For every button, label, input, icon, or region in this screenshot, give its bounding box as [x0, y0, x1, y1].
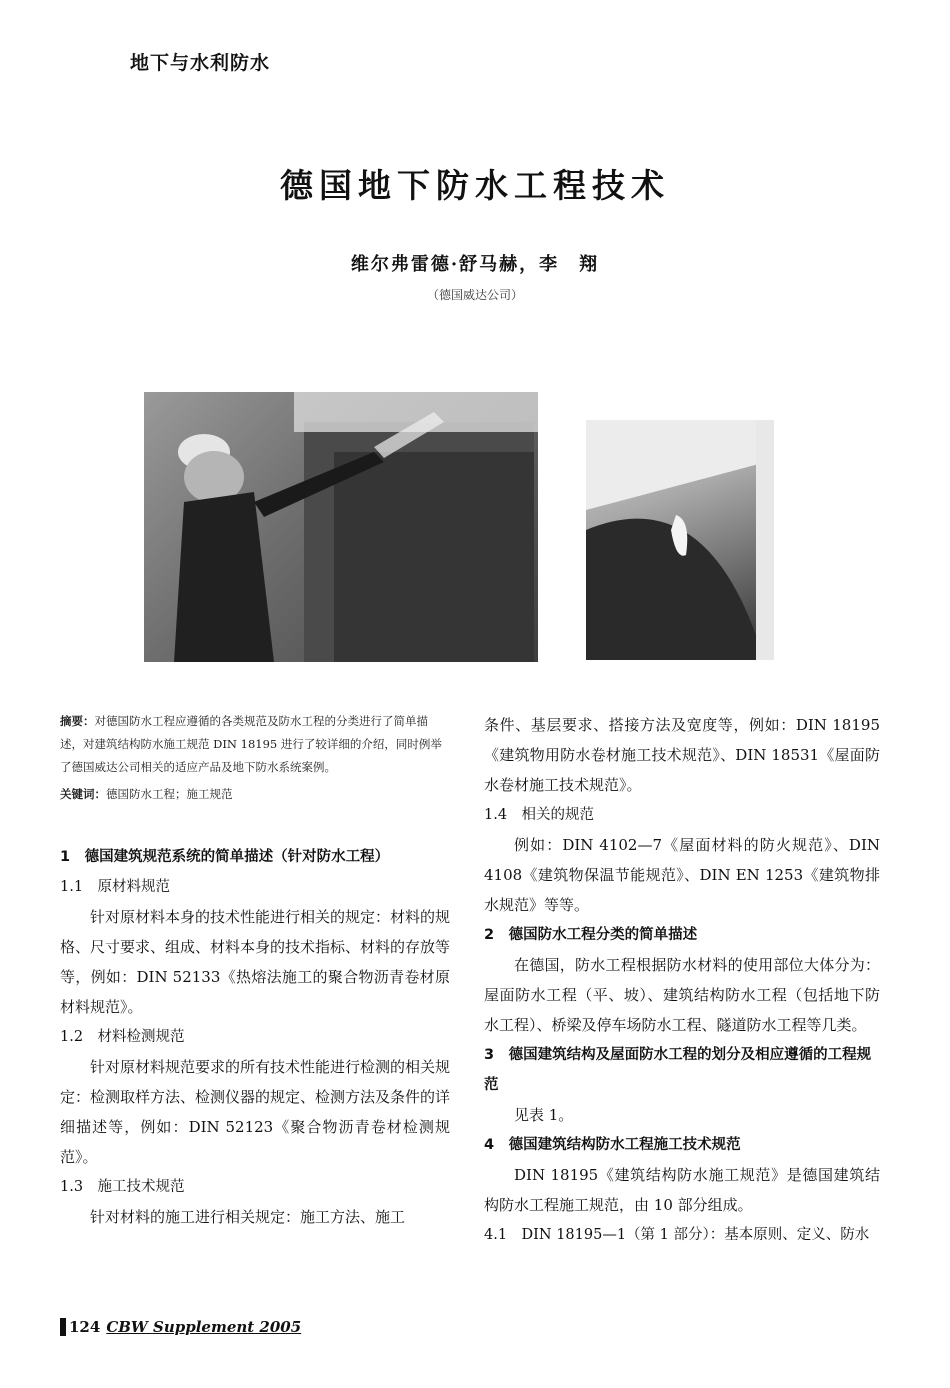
- paragraph-1-3: 针对材料的施工进行相关规定：施工方法、施工: [90, 1208, 406, 1226]
- membrane-corner-detail-photo: [586, 420, 774, 660]
- section-heading-1-3: 1.3 施工技术规范: [60, 1179, 185, 1195]
- paragraph-1-1: 针对原材料本身的技术性能进行相关的规定：材料的规格、尺寸要求、组成、材料本身的技术指标、材料的存放等等，例如：DIN 52133《热熔法施工的聚合物沥青卷材原材料规范》。: [60, 908, 451, 1016]
- paragraph-4: DIN 18195《建筑结构防水施工规范》是德国建筑结构防水工程施工规范，由 10 部分组成。: [484, 1166, 880, 1214]
- abstract-text: 对德国防水工程应遵循的各类规范及防水工程的分类进行了简单描述，对建筑结构防水施工规范 DIN 18195 进行了较详细的介绍，同时例举了德国威达公司相关的适应产品及地下防水系统案例。: [60, 714, 442, 774]
- page-number: 124: [60, 1318, 100, 1336]
- abstract: [60, 710, 450, 779]
- page-footer: [60, 1318, 301, 1336]
- section-heading-4: 4 德国建筑结构防水工程施工技术规范: [484, 1137, 741, 1153]
- paragraph-1-2: 针对原材料规范要求的所有技术性能进行检测的相关规定：检测取样方法、检测仪器的规定、检测方法及条件的详细描述等，例如：DIN 52123《聚合物沥青卷材检测规范》。: [60, 1058, 451, 1166]
- abstract-label: 摘要：: [60, 714, 95, 728]
- keywords-text: 德国防水工程；施工规范: [106, 787, 233, 801]
- worker-torching-membrane-photo: [144, 392, 538, 662]
- section-heading-1-1: 1.1 原材料规范: [60, 879, 171, 895]
- keywords: [60, 783, 450, 806]
- paragraph-1-3-continued: 条件、基层要求、搭接方法及宽度等，例如：DIN 18195《建筑物用防水卷材施工技术规范》、DIN 18531《屋面防水卷材施工技术规范》。: [484, 716, 880, 794]
- section-heading-2: 2 德国防水工程分类的简单描述: [484, 927, 698, 943]
- section-heading-3: 3 德国建筑结构及屋面防水工程的划分及相应遵循的工程规范: [484, 1047, 872, 1093]
- keywords-label: 关键词：: [60, 787, 106, 801]
- paragraph-1-4: 例如：DIN 4102—7《屋面材料的防火规范》、DIN 4108《建筑物保温节能规范》、DIN EN 1253《建筑物排水规范》等等。: [484, 836, 880, 914]
- section-heading-1: 1 德国建筑规范系统的简单描述（针对防水工程）: [60, 849, 390, 865]
- article-affiliation: （德国威达公司）: [426, 288, 523, 302]
- right-column: [484, 710, 880, 1250]
- left-column: [60, 710, 450, 1232]
- article-title: 德国地下防水工程技术: [280, 166, 670, 205]
- paragraph-3: 见表 1。: [514, 1106, 574, 1124]
- section-heading-1-2: 1.2 材料检测规范: [60, 1029, 185, 1045]
- paragraph-2: 在德国，防水工程根据防水材料的使用部位大体分为：屋面防水工程（平、坡）、建筑结构防水工程（包括地下防水工程）、桥梁及停车场防水工程、隧道防水工程等几类。: [484, 956, 880, 1034]
- section-heading-1-4: 1.4 相关的规范: [484, 807, 595, 823]
- section-label: 地下与水利防水: [130, 52, 271, 74]
- section-heading-4-1: 4.1 DIN 18195—1（第 1 部分）：基本原则、定义、防水: [484, 1227, 870, 1243]
- article-authors: 维尔弗雷德·舒马赫，李 翔: [350, 254, 600, 275]
- magazine-name: CBW Supplement 2005: [106, 1318, 302, 1336]
